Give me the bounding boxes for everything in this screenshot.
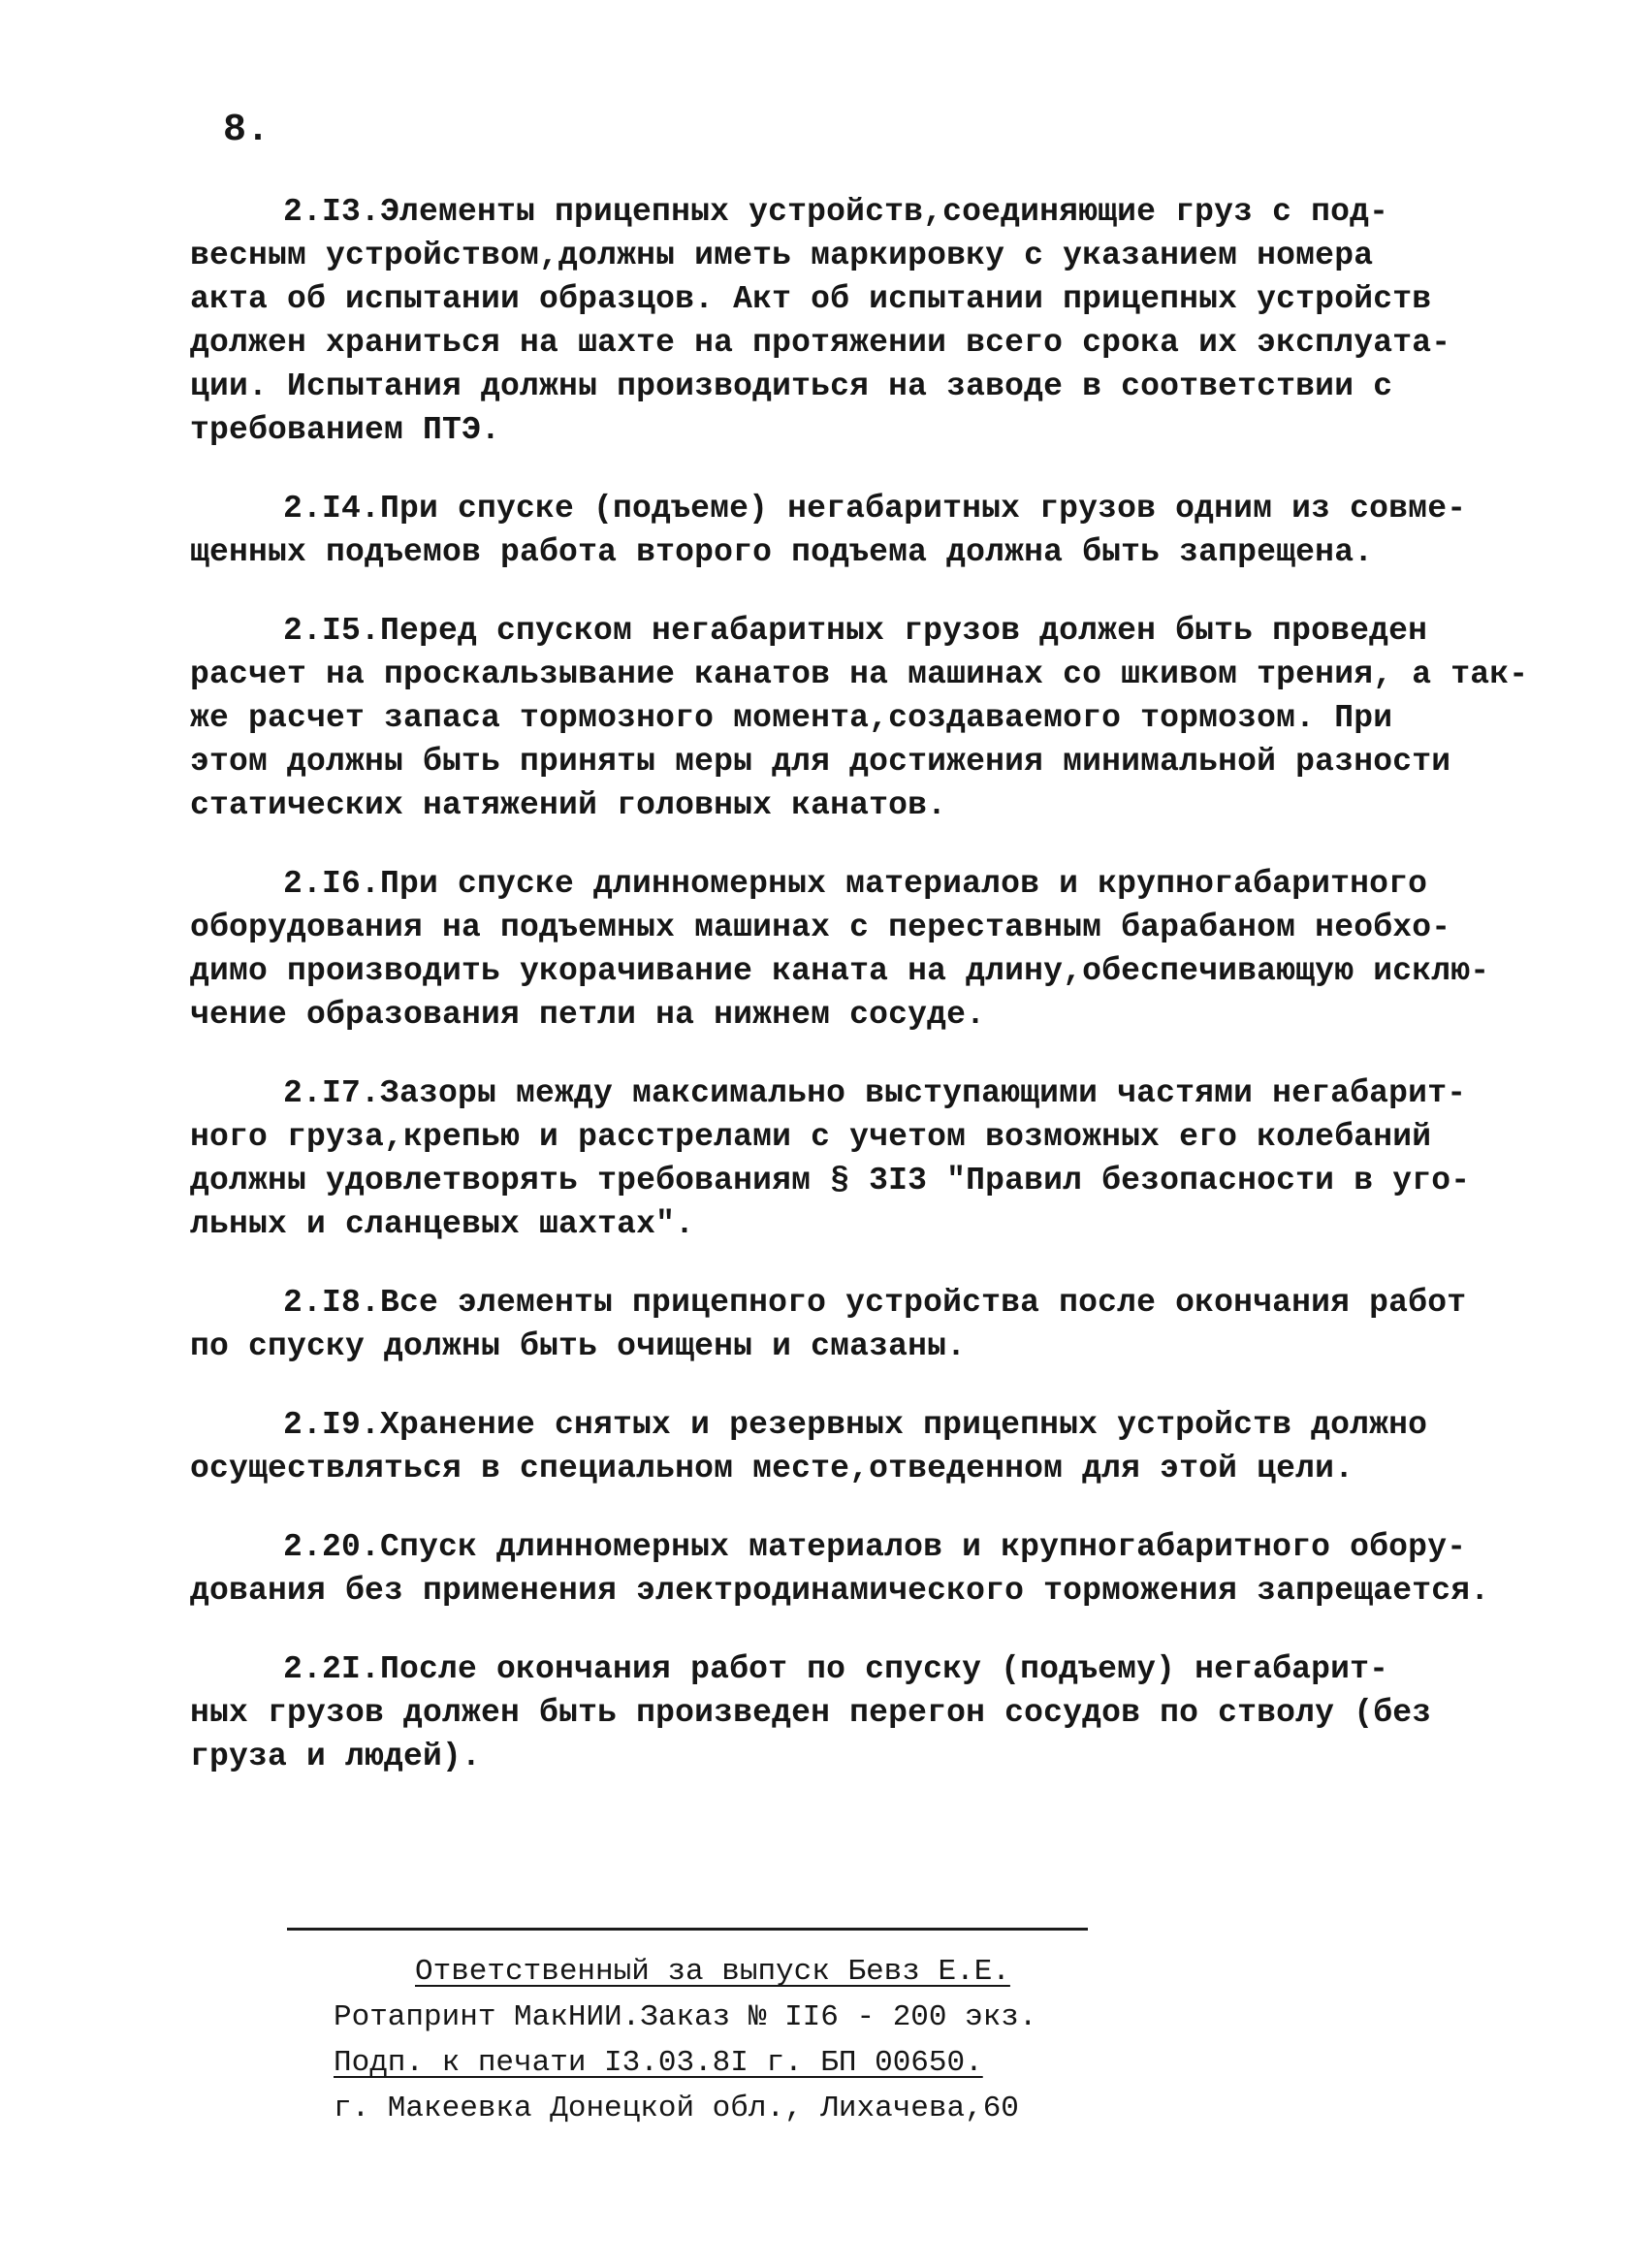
paragraph-line: чение образования петли на нижнем сосуде. — [190, 997, 986, 1033]
paragraph-2-14 — [190, 487, 1467, 574]
paragraph-line: льных и сланцевых шахтах". — [190, 1206, 695, 1242]
paragraph-line: 2.I9.Хранение снятых и резервных прицепных устройств должно — [283, 1407, 1428, 1443]
paragraph-2-13 — [190, 190, 1450, 452]
paragraph-line: осуществляться в специальном месте,отведенном для этой цели. — [190, 1451, 1354, 1486]
paragraph-line: же расчет запаса тормозного момента,создаваемого тормозом. При — [190, 700, 1393, 736]
paragraph-2-16 — [190, 862, 1490, 1037]
imprint-responsible: Ответственный за выпуск Бевз Е.Е. — [415, 1955, 1010, 1989]
paragraph-line: должен храниться на шахте на протяжении всего срока их эксплуата- — [190, 325, 1451, 361]
paragraph-line: 2.20.Спуск длинномерных материалов и крупногабаритного обору- — [283, 1529, 1467, 1565]
paragraph-line: акта об испытании образцов. Акт об испытании прицепных устройств — [190, 281, 1432, 317]
paragraph-2-19 — [190, 1403, 1450, 1490]
paragraph-line: должны удовлетворять требованиям § 3I3 "Правил безопасности в уго- — [190, 1163, 1471, 1198]
paragraph-2-20 — [190, 1525, 1490, 1613]
paragraph-line: 2.I4.При спуске (подъеме) негабаритных грузов одним из совме- — [283, 491, 1467, 527]
paragraph-line: щенных подъемов работа второго подъема должна быть запрещена. — [190, 534, 1374, 570]
paragraph-line: требованием ПТЭ. — [190, 412, 501, 448]
paragraph-line: димо производить укорачивание каната на длину,обеспечивающую исклю- — [190, 953, 1490, 989]
paragraph-line: 2.I3.Элементы прицепных устройств,соединяющие груз с под- — [283, 194, 1389, 230]
paragraph-line: весным устройством,должны иметь маркировку с указанием номера — [190, 238, 1374, 273]
document-body — [190, 190, 1529, 1813]
paragraph-line: дования без применения электродинамического торможения запрещается. — [190, 1573, 1490, 1609]
paragraph-line: ных грузов должен быть произведен перегон сосудов по стволу (без — [190, 1695, 1432, 1731]
paragraph-line: этом должны быть приняты меры для достижения минимальной разности — [190, 744, 1451, 780]
paragraph-line: груза и людей). — [190, 1739, 482, 1774]
paragraph-2-18 — [190, 1281, 1467, 1368]
paragraph-line: 2.I5.Перед спуском негабаритных грузов должен быть проведен — [283, 613, 1428, 649]
paragraph-line: по спуску должны быть очищены и смазаны. — [190, 1328, 967, 1364]
paragraph-line: расчет на проскальзывание канатов на машинах со шкивом трения, а так- — [190, 656, 1529, 692]
page-number: 8. — [223, 109, 271, 152]
paragraph-line: ции. Испытания должны производиться на заводе в соответствии с — [190, 368, 1393, 404]
imprint-address: г. Макеевка Донецкой обл., Лихачева,60 — [334, 2092, 1019, 2125]
paragraph-line: 2.2I.После окончания работ по спуску (подъему) негабарит- — [283, 1651, 1389, 1687]
paragraph-2-15 — [190, 609, 1529, 827]
paragraph-line: 2.I8.Все элементы прицепного устройства после окончания работ — [283, 1285, 1467, 1321]
paragraph-line: 2.I7.Зазоры между максимально выступающими частями негабарит- — [283, 1075, 1467, 1111]
paragraph-line: ного груза,крепью и расстрелами с учетом возможных его колебаний — [190, 1119, 1432, 1155]
paragraph-line: статических натяжений головных канатов. — [190, 787, 947, 823]
imprint-signed-for-print: Подп. к печати I3.03.8I г. БП 00650. — [334, 2046, 983, 2080]
paragraph-line: 2.I6.При спуске длинномерных материалов и крупногабаритного — [283, 866, 1428, 902]
imprint-printing: Ротапринт МакНИИ.Заказ № II6 - 200 экз. — [334, 2000, 1037, 2034]
imprint-block — [334, 1949, 1109, 2131]
paragraph-2-21 — [190, 1647, 1450, 1778]
paragraph-2-17 — [190, 1071, 1471, 1246]
paragraph-line: оборудования на подъемных машинах с переставным барабаном необхо- — [190, 910, 1451, 945]
imprint-divider — [287, 1928, 1088, 1931]
